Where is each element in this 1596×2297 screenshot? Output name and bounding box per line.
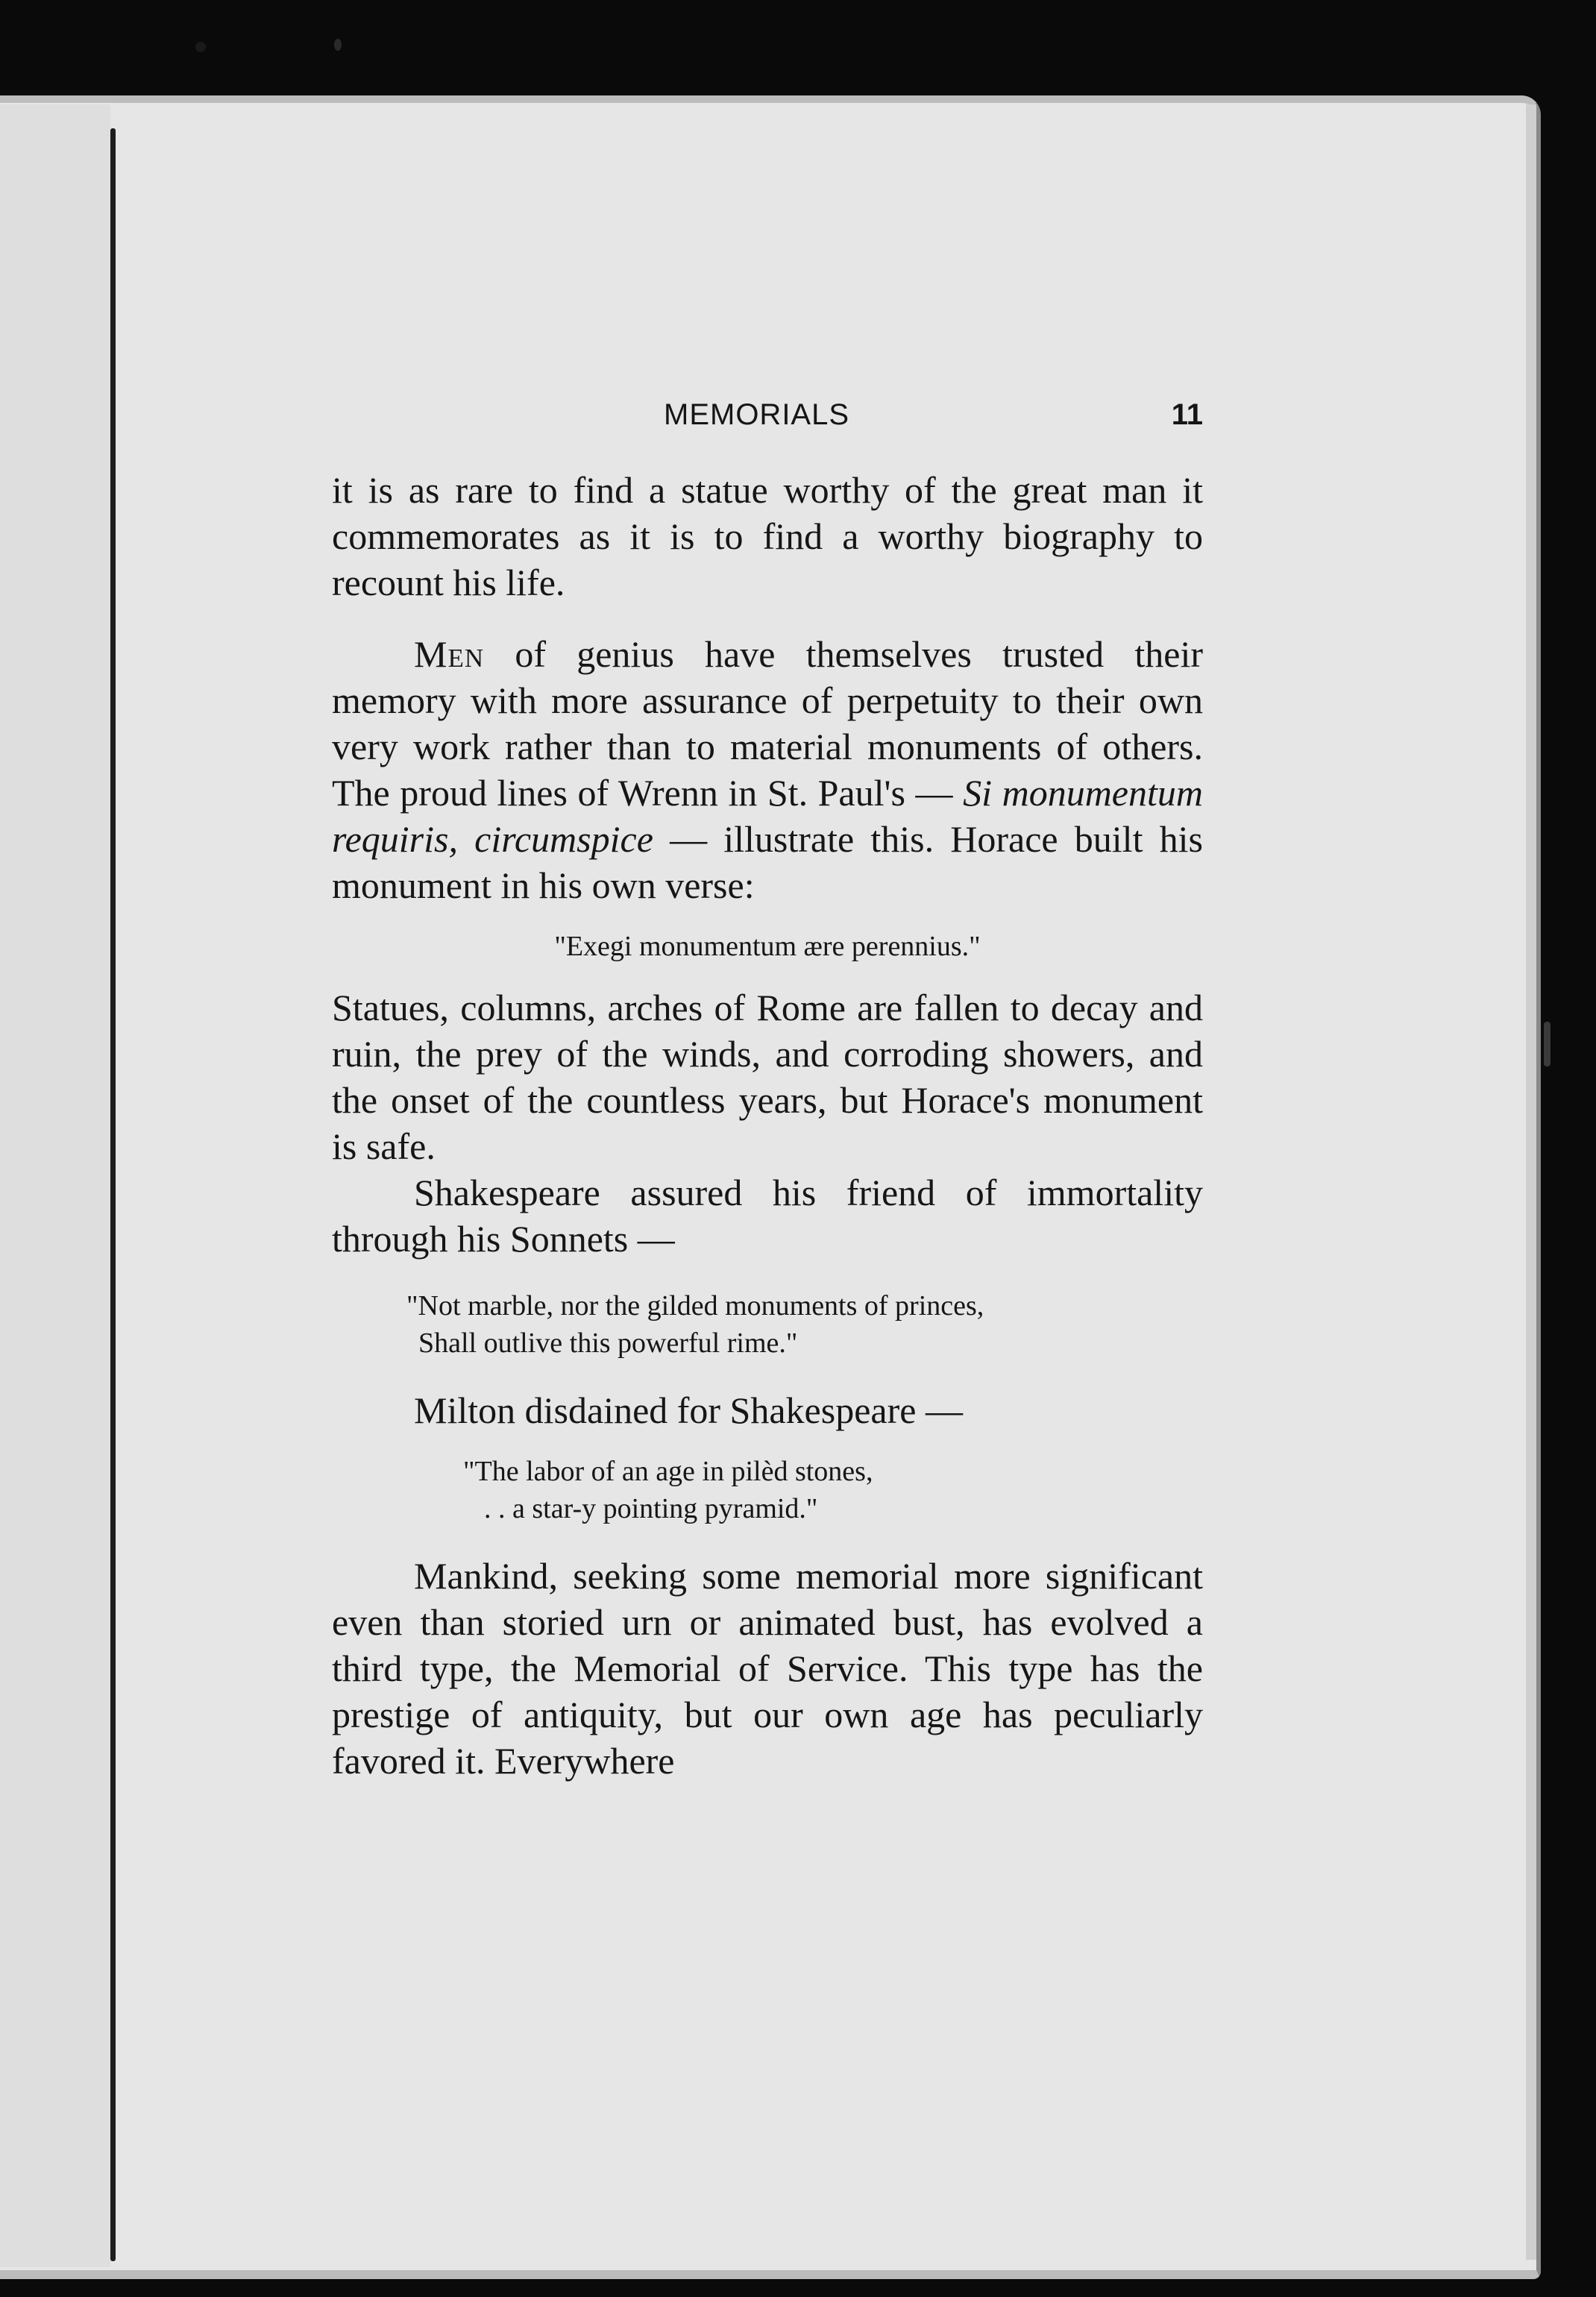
paragraph-milton: Milton disdained for Shakespeare — [414,1389,963,1431]
page-right-edge [1526,104,1536,2260]
paragraph-men-of-genius [332,631,1203,908]
scan-speck [334,39,342,51]
quote-line: "Not marble, nor the gilded monuments of princes, [406,1290,984,1322]
quote-line: Shall outlive this powerful rime." [418,1327,798,1359]
quote-milton [332,1453,1203,1527]
scan-mark [1544,1022,1551,1066]
running-head-title: MEMORIALS [664,398,850,431]
paragraph-lead-smallcaps: Men [414,633,485,675]
scan-speck [195,42,206,52]
paragraph-text: of genius have themselves trusted their memory with more assurance of perpetuity to their own very work rather than to material monuments of others. The proud lines of Wrenn in St. Paul's — [332,633,1203,814]
quote-sonnet [332,1287,1203,1362]
page-number: 11 [1171,398,1203,431]
paragraph-statues-rome: Statues, columns, arches of Rome are fallen to decay and ruin, the prey of the winds, and corroding showers, and the onset of the countless years, but Horace's monument is safe. [332,987,1203,1167]
latin-inscription: Si monumentum requiris, circumspice [332,772,1203,860]
page-gutter [0,104,110,2267]
quote-horace: "Exegi monumentum ære perennius." [554,931,981,962]
body-text [332,467,1203,1784]
paragraph-statue-rarity: it is as rare to find a statue worthy of the great man it commemorates as it is to find a worthy biography to recount his life. [332,469,1203,603]
paragraph-shakespeare: Shakespeare assured his friend of immortality through his Sonnets — [332,1172,1203,1260]
binding-fold-line [110,128,116,2261]
quote-line: . . a star-y pointing pyramid." [484,1493,818,1524]
paragraph-mankind: Mankind, seeking some memorial more significant even than storied urn or animated bust, has evolved a third type, the Memorial of Service. This type has the prestige of antiquity, but our own age has peculiarly favored it. Everywhere [332,1555,1203,1782]
quote-line: "The labor of an age in pilèd stones, [463,1456,873,1487]
running-head [332,398,1203,443]
paragraph-text: — illustrate this. Horace built his monument in his own verse: [332,818,1203,906]
